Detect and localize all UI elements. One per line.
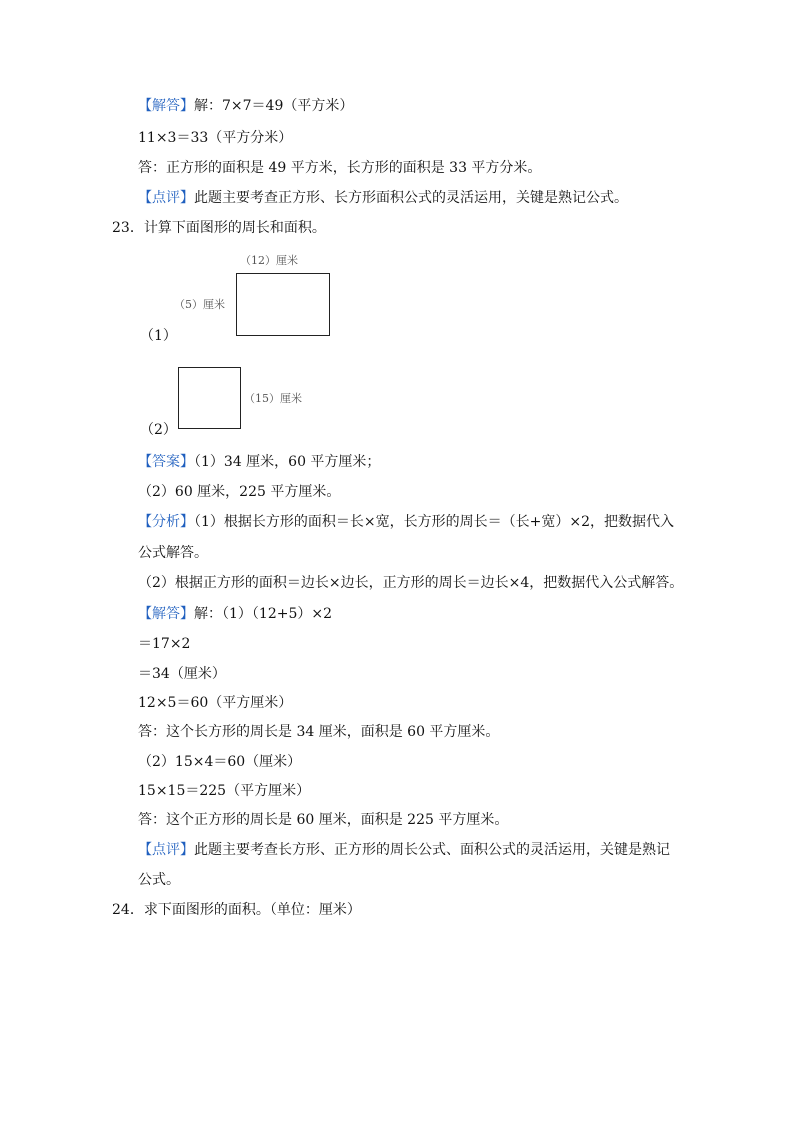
figure-2-number: （2） xyxy=(140,422,177,438)
analysis-line: 【分析】（1）根据长方形的面积＝长×宽，长方形的周长＝（长+宽）×2，把数据代入 xyxy=(138,514,675,530)
analysis-line: （2）根据正方形的面积＝边长×边长，正方形的周长＝边长×4，把数据代入公式解答。 xyxy=(138,575,684,591)
answer-line: （2）60 厘米，225 平方厘米。 xyxy=(138,484,341,500)
solution-line: （2）15×4＝60（厘米） xyxy=(138,754,302,770)
solution-line: 12×5＝60（平方厘米） xyxy=(138,695,293,711)
answer-line: 答：这个长方形的周长是 34 厘米，面积是 60 平方厘米。 xyxy=(138,724,500,740)
comment-line: 【点评】此题主要考查正方形、长方形面积公式的灵活运用，关键是熟记公式。 xyxy=(138,190,628,206)
answer-line: 答：正方形的面积是 49 平方米，长方形的面积是 33 平方分米。 xyxy=(138,160,542,176)
comment-tag: 【点评】 xyxy=(138,842,194,858)
rectangle-figure xyxy=(236,273,330,336)
solution-line: 11×3＝33（平方分米） xyxy=(138,130,293,146)
analysis-tag: 【分析】 xyxy=(138,514,194,530)
figure-1-number: （1） xyxy=(140,328,177,344)
rect-top-label: （12）厘米 xyxy=(240,254,298,267)
answer-line: 【答案】（1）34 厘米，60 平方厘米； xyxy=(138,454,381,470)
question-23: 23．计算下面图形的周长和面积。 xyxy=(112,220,326,236)
question-24: 24．求下面图形的面积。（单位：厘米） xyxy=(112,902,361,918)
rect-side-label: （5）厘米 xyxy=(174,298,225,311)
answer-key-tag: 【答案】 xyxy=(138,454,194,470)
answer-line: 答：这个正方形的周长是 60 厘米，面积是 225 平方厘米。 xyxy=(138,812,509,828)
answer-tag: 【解答】 xyxy=(138,98,194,114)
solution-line: 【解答】解：（1）（12+5）×2 xyxy=(138,606,332,622)
solution-line: 15×15＝225（平方厘米） xyxy=(138,783,311,799)
solution-line: 【解答】解：7×7＝49（平方米） xyxy=(138,98,354,114)
solution-line: ＝34（厘米） xyxy=(138,666,226,682)
comment-line: 【点评】此题主要考查长方形、正方形的周长公式、面积公式的灵活运用，关键是熟记 xyxy=(138,842,670,858)
answer-tag: 【解答】 xyxy=(138,606,194,622)
comment-tag: 【点评】 xyxy=(138,190,194,206)
solution-line: ＝17×2 xyxy=(138,636,191,652)
analysis-line: 公式解答。 xyxy=(138,545,208,561)
square-figure xyxy=(178,367,241,429)
comment-line: 公式。 xyxy=(138,872,180,888)
square-side-label: （15）厘米 xyxy=(244,392,302,405)
